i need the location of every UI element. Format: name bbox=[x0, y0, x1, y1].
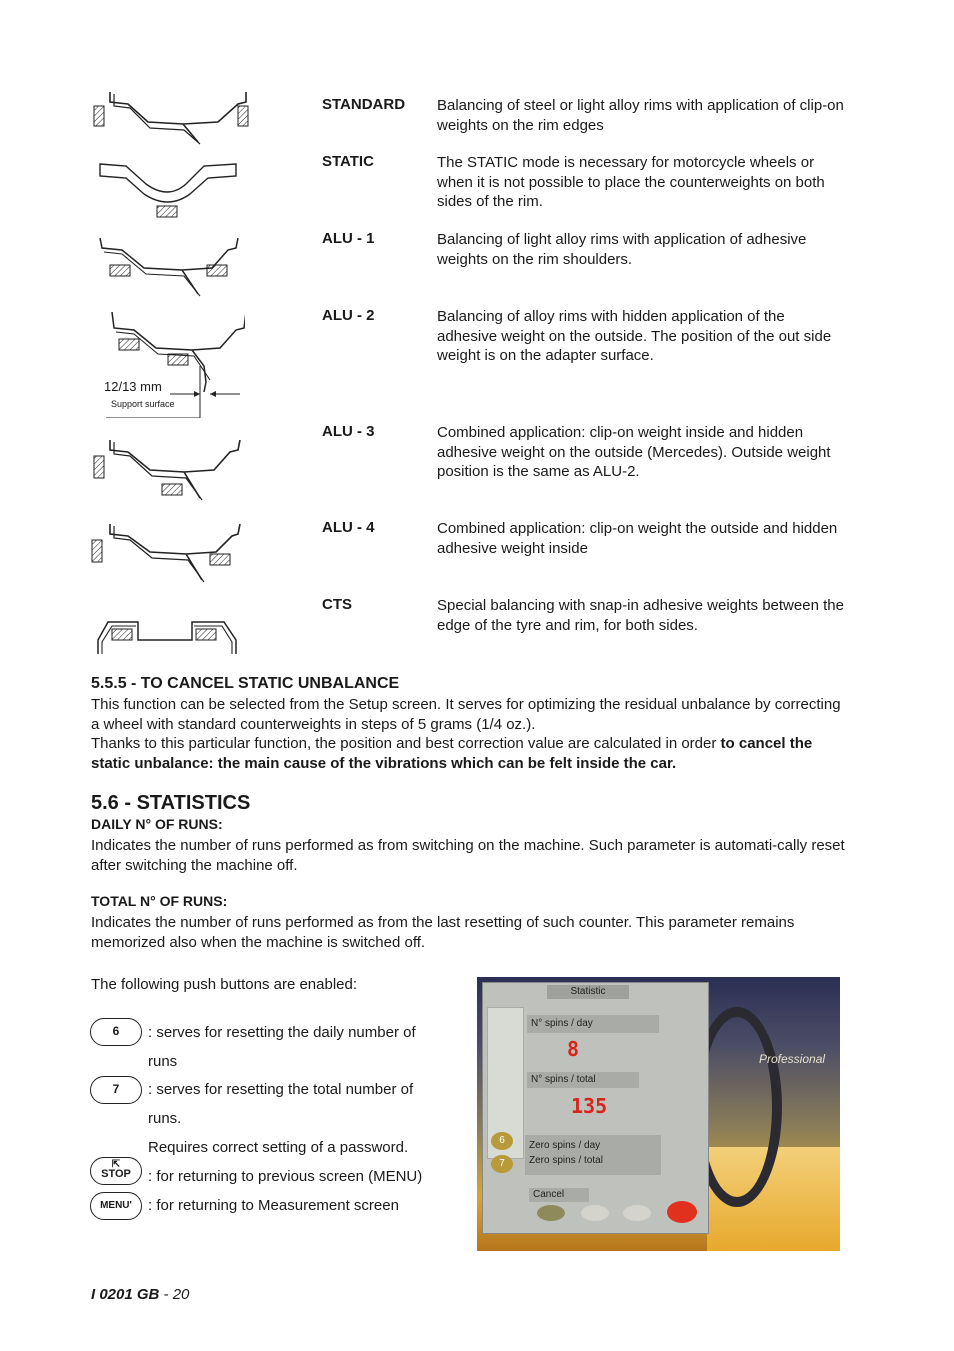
daily-runs-value: 8 bbox=[567, 1037, 580, 1061]
stop-key-button bbox=[90, 1157, 142, 1185]
total-runs-value: 135 bbox=[571, 1094, 608, 1118]
section-555-paragraph-1: This function can be selected from the Setup screen. It serves for optimizing the residual unbalance by correcting a wheel with standard counterweights in steps of 5 grams (1/4 oz.). bbox=[91, 696, 841, 733]
zero-spins-total: Zero spins / total bbox=[529, 1155, 603, 1166]
footer-page-number: - 20 bbox=[159, 1286, 190, 1303]
key-7-description: : serves for resetting the total number of bbox=[148, 1081, 414, 1098]
daily-runs-text: Indicates the number of runs performed as from switching on the machine. Such parameter is automati-cally reset after switching the machine off. bbox=[91, 837, 845, 874]
total-runs-label-box: N° spins / total bbox=[527, 1072, 639, 1088]
mode-term-alu4: ALU - 4 bbox=[322, 519, 375, 536]
screen-icon-3 bbox=[623, 1205, 651, 1221]
key-7-description-cont: runs. bbox=[148, 1110, 182, 1127]
footer bbox=[91, 1286, 189, 1303]
zero-spins-day: Zero spins / day bbox=[529, 1140, 601, 1151]
mode-desc-alu4: Combined application: clip-on weight the outside and hidden adhesive weight inside bbox=[437, 520, 838, 557]
menu-key-button: MENU' bbox=[90, 1192, 142, 1220]
section-555-p2-plain: Thanks to this particular function, the position and best correction value are calculated in order bbox=[91, 735, 721, 752]
daily-runs-title: DAILY N° OF RUNS: bbox=[91, 816, 223, 832]
rim-alu4-diagram bbox=[88, 520, 248, 584]
section-555-paragraph-2 bbox=[91, 734, 851, 773]
total-runs-title: TOTAL N° OF RUNS: bbox=[91, 893, 228, 909]
alu2-dimension-label: 12/13 mm bbox=[104, 379, 162, 394]
screen-cancel-icon bbox=[537, 1205, 565, 1221]
mode-term-alu1: ALU - 1 bbox=[322, 230, 375, 247]
key-7-button: 7 bbox=[90, 1076, 142, 1104]
mode-term-static: STATIC bbox=[322, 153, 374, 170]
rim-cts-diagram bbox=[94, 612, 242, 658]
section-555-p2-bold: to cancel the static unbalance: the main cause of the vibrations which can be felt inside the car. bbox=[91, 735, 813, 772]
mode-desc-alu3: Combined application: clip-on weight inside and hidden adhesive weight on the outside (Mercedes). Outside weight position is the same as ALU-2. bbox=[437, 424, 831, 480]
key-6-button: 6 bbox=[90, 1018, 142, 1046]
mode-term-alu3: ALU - 3 bbox=[322, 423, 375, 440]
key-6-description: : serves for resetting the daily number of bbox=[148, 1024, 416, 1041]
screen-stop-icon bbox=[667, 1201, 697, 1223]
mode-term-cts: CTS bbox=[322, 596, 352, 613]
daily-runs-label-box: N° spins / day bbox=[527, 1015, 659, 1033]
footer-doc-code: I 0201 GB bbox=[91, 1286, 160, 1303]
screen-button-6: 6 bbox=[491, 1132, 513, 1150]
screen-cancel-label: Cancel bbox=[529, 1188, 589, 1202]
key-6-description-cont: runs bbox=[148, 1053, 178, 1070]
rim-alu3-diagram bbox=[88, 436, 246, 502]
screen-icon-2 bbox=[581, 1205, 609, 1221]
alu2-support-label: Support surface bbox=[111, 399, 175, 409]
total-runs-text: Indicates the number of runs performed as from the last resetting of such counter. This parameter remains memorized also when the machine is switched off. bbox=[91, 914, 795, 951]
statistics-screen-image bbox=[477, 977, 840, 1251]
buttons-intro: The following push buttons are enabled: bbox=[91, 976, 358, 993]
mode-desc-standard: Balancing of steel or light alloy rims with application of clip-on weights on the rim edges bbox=[437, 97, 844, 134]
screen-brand-text: Professional bbox=[759, 1052, 826, 1066]
stop-key-description: : for returning to previous screen (MENU) bbox=[148, 1168, 423, 1185]
mode-desc-cts: Special balancing with snap-in adhesive weights between the edge of the tyre and rim, for both sides. bbox=[437, 597, 844, 634]
password-note: Requires correct setting of a password. bbox=[148, 1139, 409, 1156]
section-555-title: 5.5.5 - TO CANCEL STATIC UNBALANCE bbox=[91, 675, 400, 692]
section-56-title: 5.6 - STATISTICS bbox=[91, 792, 251, 814]
menu-key-description: : for returning to Measurement screen bbox=[148, 1197, 399, 1214]
rim-alu1-diagram bbox=[96, 232, 246, 298]
mode-term-standard: STANDARD bbox=[322, 96, 406, 113]
screen-button-7: 7 bbox=[491, 1155, 513, 1173]
mode-term-alu2: ALU - 2 bbox=[322, 307, 375, 324]
rim-standard-diagram bbox=[88, 88, 258, 146]
statistic-window-title: Statistic bbox=[547, 985, 629, 999]
mode-desc-static: The STATIC mode is necessary for motorcycle wheels or when it is not possible to place the counterweights on both sides of the rim. bbox=[437, 154, 825, 210]
mode-desc-alu1: Balancing of light alloy rims with application of adhesive weights on the rim shoulders. bbox=[437, 231, 807, 268]
mode-desc-alu2: Balancing of alloy rims with hidden application of the adhesive weight on the outside. The position of the out side weight is on the adapter surface. bbox=[437, 308, 832, 364]
rim-static-diagram bbox=[96, 156, 246, 220]
stop-arrow-icon: ⇱ bbox=[111, 1159, 121, 1170]
stop-key-label: STOP bbox=[101, 1168, 131, 1180]
